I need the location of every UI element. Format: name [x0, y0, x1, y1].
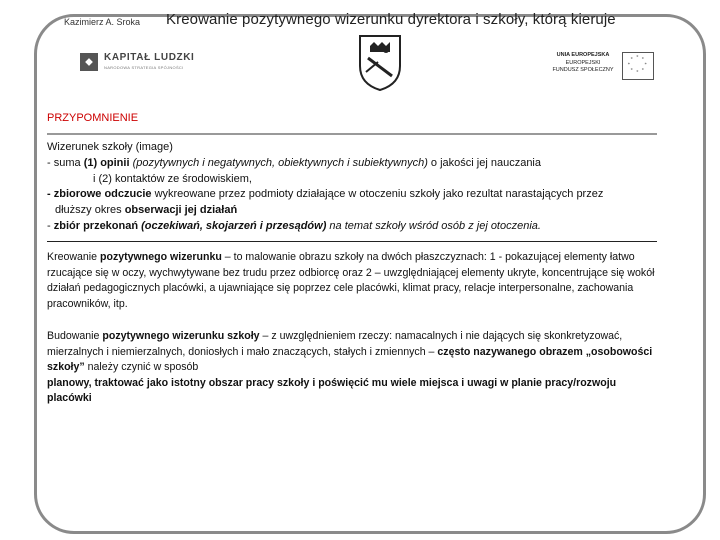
- divider: [47, 241, 657, 242]
- school-emblem-icon: [356, 32, 404, 92]
- svg-text:*: *: [636, 55, 639, 61]
- eu-flag-icon: [622, 52, 654, 80]
- definition-line: - zbiór przekonań (oczekiwań, skojarzeń i przesądów) na temat szkoły wśród osób z jej otoczenia.: [47, 219, 541, 232]
- definition-line: - zbiorowe odczucie wykreowane przez podmioty działające w otoczeniu szkoły jako rezultat narastających przez: [47, 188, 604, 201]
- definition-line: i (2) kontaktów ze środowiskiem,: [93, 172, 252, 185]
- svg-text:*: *: [627, 63, 631, 68]
- page-title: Kreowanie pozytywnego wizerunku dyrektora i szkoły, którą kieruje: [166, 11, 616, 28]
- definition-line: dłuższy okres obserwacji jej działań: [55, 204, 238, 217]
- kapital-ludzki-icon: [80, 53, 98, 71]
- svg-text:*: *: [644, 63, 647, 68]
- eu-logo: [548, 52, 678, 82]
- svg-text:*: *: [636, 70, 639, 76]
- section-label: PRZYPOMNIENIE: [47, 112, 139, 124]
- eu-logo-text: UNIA EUROPEJSKA EUROPEJSKI FUNDUSZ SPOŁECZNY: [552, 52, 614, 73]
- kapital-ludzki-subtitle: NARODOWA STRATEGIA SPÓJNOŚCI: [104, 65, 184, 70]
- svg-text:*: *: [641, 57, 645, 63]
- divider: [47, 133, 657, 135]
- definition-block: [47, 140, 667, 235]
- kapital-ludzki-logo: [80, 52, 198, 74]
- definition-line: - suma (1) opinii (pozytywnych i negatywnych, obiektywnych i subiektywnych) o jakości jej nauczania: [47, 156, 541, 169]
- kapital-ludzki-name: KAPITAŁ LUDZKI: [104, 52, 195, 63]
- paragraph-building-image: Budowanie pozytywnego wizerunku szkoły – z uwzględnieniem rzeczy: namacalnych i nie dających się skonkretyzować, mierzalnych i niemierzalnych, doniosłych i mało znaczących, stałych i zmiennych – często nazywanego obrazem „osobowości szkoły” należy czynić w sposób planowy, traktować jako istotny obszar pracy szkoły i poświęcić mu wiele miejsca i uwagi w planie pracy/rozwoju placówki: [47, 330, 653, 404]
- paragraph-creating-image: Kreowanie pozytywnego wizerunku – to malowanie obrazu szkoły na dwóch płaszczyznach: 1 - pokazującej elementy łatwo rzucające się w oczy, wychwytywane bez trudu przez odbiorcę oraz 2 – uwzględniającej elementy ukryte, koncentrujące się wokół działań pedagogicznych placówki, a ujawniające się poprzez cele placówki, klimat pracy, relacje interpersonalne, zachowania pracowników, itp.: [47, 251, 655, 310]
- svg-text:*: *: [630, 57, 633, 63]
- definition-heading: Wizerunek szkoły (image): [47, 141, 173, 153]
- author-name: Kazimierz A. Sroka: [64, 17, 141, 27]
- svg-text:*: *: [630, 68, 633, 74]
- svg-text:*: *: [641, 68, 645, 74]
